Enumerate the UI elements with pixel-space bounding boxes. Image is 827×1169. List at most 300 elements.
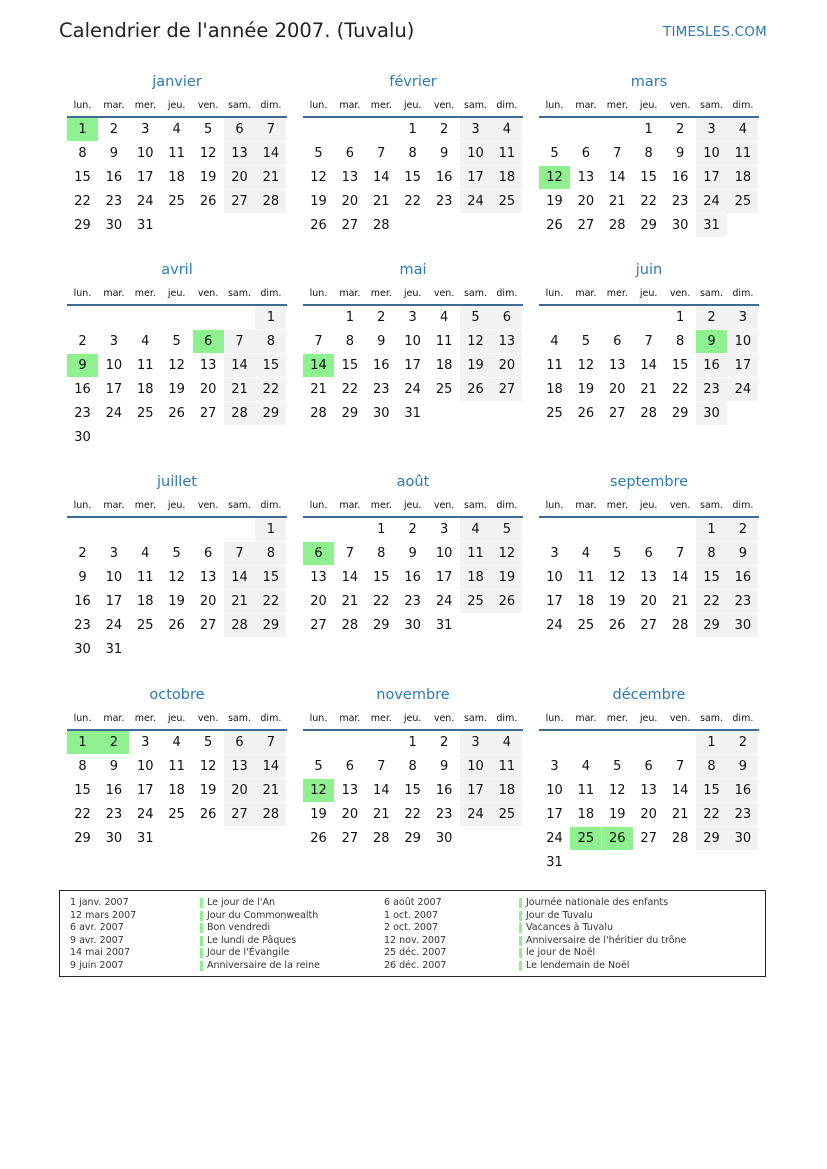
day-cell: 25: [491, 190, 522, 213]
day-cell: 24: [435, 594, 453, 609]
day-cell: 22: [255, 378, 286, 401]
day-cell: 1: [644, 122, 653, 137]
weekday-header: mer.: [134, 100, 156, 111]
day-cell: 10: [546, 570, 563, 585]
weekday-header: sam.: [227, 100, 252, 111]
day-cell: 19: [310, 807, 327, 822]
day-cell: 16: [435, 170, 453, 185]
weekday-header: dim.: [260, 500, 282, 511]
day-cell: 16: [74, 594, 91, 609]
day-cell: 22: [404, 807, 421, 822]
day-cell: 21: [609, 194, 626, 209]
day-cell: 11: [168, 146, 185, 161]
day-cell: 11: [546, 358, 563, 373]
legend-marker: [519, 961, 522, 971]
day-cell: 26: [168, 406, 185, 421]
weekday-header: ven.: [669, 713, 691, 724]
weekday-header: sam.: [699, 713, 724, 724]
day-cell: 2: [439, 122, 449, 137]
day-cell: 28: [671, 831, 689, 846]
holiday-day-cell: 26: [602, 827, 633, 850]
weekday-header: lun.: [73, 100, 92, 111]
weekday-header: sam.: [699, 100, 724, 111]
day-cell: 29: [341, 406, 359, 421]
day-cell: 23: [727, 803, 758, 826]
weekday-header: dim.: [732, 288, 754, 299]
day-cell: 25: [491, 803, 522, 826]
weekday-header: dim.: [496, 100, 518, 111]
day-cell: 10: [137, 146, 154, 161]
day-cell: 9: [439, 759, 449, 774]
day-cell: 5: [203, 122, 213, 137]
day-cell: 3: [439, 522, 449, 537]
month-rule: [67, 516, 287, 518]
day-cell: 2: [78, 334, 87, 349]
day-cell: 3: [109, 546, 119, 561]
holiday-day-cell: 25: [570, 827, 601, 850]
day-cell: 30: [727, 614, 758, 637]
weekday-header: lun.: [545, 100, 564, 111]
day-cell: 24: [546, 831, 563, 846]
day-cell: 24: [404, 382, 421, 397]
day-cell: 17: [546, 807, 563, 822]
legend-date: 26 déc. 2007: [384, 960, 447, 971]
weekday-header: mar.: [103, 100, 125, 111]
legend-date: 1 janv. 2007: [70, 897, 129, 908]
day-cell: 15: [404, 170, 421, 185]
day-cell: 5: [203, 735, 213, 750]
day-cell: 10: [460, 755, 491, 778]
day-cell: 27: [224, 190, 255, 213]
day-cell: 8: [696, 755, 727, 778]
day-cell: 3: [696, 118, 727, 141]
weekday-header: mer.: [606, 100, 628, 111]
day-cell: 29: [74, 831, 91, 846]
weekday-header: jeu.: [403, 713, 422, 724]
day-cell: 14: [224, 354, 255, 377]
day-cell: 4: [439, 310, 449, 325]
weekday-header: lun.: [545, 500, 564, 511]
day-cell: 9: [377, 334, 386, 349]
weekday-header: sam.: [227, 288, 252, 299]
holiday-day-cell: 12: [539, 166, 570, 189]
weekday-header: jeu.: [639, 713, 658, 724]
weekday-header: sam.: [699, 288, 724, 299]
holiday-day-cell: 6: [303, 542, 334, 565]
day-cell: 5: [460, 306, 491, 329]
day-cell: 11: [460, 542, 491, 565]
day-cell: 6: [581, 146, 591, 161]
day-cell: 13: [609, 358, 626, 373]
day-cell: 27: [199, 406, 217, 421]
day-cell: 24: [460, 190, 491, 213]
weekday-header: ven.: [197, 500, 219, 511]
weekday-header: mer.: [370, 500, 392, 511]
page-title: Calendrier de l'année 2007. (Tuvalu): [59, 19, 415, 42]
day-cell: 2: [408, 522, 417, 537]
day-cell: 22: [341, 382, 359, 397]
day-cell: 25: [137, 406, 154, 421]
day-cell: 25: [168, 194, 185, 209]
day-cell: 5: [314, 759, 323, 774]
holiday-day-cell: 12: [303, 779, 334, 802]
day-cell: 7: [644, 334, 653, 349]
day-cell: 3: [109, 334, 119, 349]
day-cell: 26: [310, 831, 327, 846]
holiday-legend: [59, 890, 766, 977]
day-cell: 20: [224, 166, 255, 189]
day-cell: 22: [404, 194, 421, 209]
day-cell: 24: [460, 803, 491, 826]
weekday-header: ven.: [197, 100, 219, 111]
day-cell: 28: [671, 618, 689, 633]
day-cell: 12: [609, 570, 626, 585]
site-link[interactable]: TIMESLES.COM: [663, 24, 767, 40]
day-cell: 11: [137, 570, 154, 585]
weekday-header: ven.: [669, 500, 691, 511]
day-cell: 29: [255, 614, 286, 637]
legend-date: 12 nov. 2007: [384, 934, 447, 946]
day-cell: 18: [491, 166, 522, 189]
day-cell: 15: [640, 170, 657, 185]
day-cell: 10: [460, 142, 491, 165]
day-cell: 28: [373, 831, 390, 846]
day-cell: 26: [199, 194, 217, 209]
day-cell: 12: [199, 146, 217, 161]
day-cell: 14: [609, 170, 626, 185]
day-cell: 30: [671, 218, 689, 233]
day-cell: 14: [671, 783, 689, 798]
day-cell: 15: [341, 358, 359, 373]
day-cell: 7: [255, 118, 286, 141]
day-cell: 18: [491, 779, 522, 802]
weekday-header: sam.: [227, 500, 252, 511]
day-cell: 2: [696, 306, 727, 329]
day-cell: 25: [168, 807, 185, 822]
day-cell: 27: [491, 378, 522, 401]
day-cell: 15: [404, 783, 421, 798]
day-cell: 13: [310, 570, 327, 585]
day-cell: 20: [341, 807, 359, 822]
day-cell: 13: [199, 358, 217, 373]
day-cell: 29: [696, 614, 727, 637]
day-cell: 13: [341, 783, 359, 798]
weekday-header: lun.: [309, 100, 328, 111]
day-cell: 23: [696, 378, 727, 401]
day-cell: 10: [696, 142, 727, 165]
day-cell: 6: [644, 546, 653, 561]
legend-holiday-name: Anniversaire de l'héritier du trône: [526, 934, 687, 946]
day-cell: 16: [671, 170, 689, 185]
day-cell: 15: [255, 354, 286, 377]
day-cell: 8: [255, 542, 286, 565]
day-cell: 29: [640, 218, 657, 233]
weekday-header: mer.: [134, 288, 156, 299]
month-name: février: [389, 74, 437, 90]
day-cell: 18: [577, 594, 595, 609]
day-cell: 4: [141, 334, 150, 349]
day-cell: 24: [105, 618, 123, 633]
day-cell: 17: [105, 594, 123, 609]
day-cell: 30: [727, 827, 758, 850]
day-cell: 30: [435, 831, 453, 846]
day-cell: 8: [696, 542, 727, 565]
weekday-header: mar.: [575, 100, 597, 111]
weekday-header: dim.: [732, 500, 754, 511]
day-cell: 6: [224, 118, 255, 141]
day-cell: 15: [255, 566, 286, 589]
legend-marker: [519, 948, 522, 958]
day-cell: 30: [404, 618, 421, 633]
day-cell: 6: [613, 334, 622, 349]
weekday-header: ven.: [433, 713, 455, 724]
day-cell: 29: [255, 402, 286, 425]
day-cell: 19: [546, 194, 563, 209]
day-cell: 13: [199, 570, 217, 585]
day-cell: 10: [727, 330, 758, 353]
legend-holiday-name: Journée nationale des enfants: [526, 897, 669, 908]
day-cell: 12: [491, 542, 522, 565]
month-name: décembre: [612, 687, 686, 703]
day-cell: 6: [491, 306, 522, 329]
weekday-header: mar.: [339, 100, 361, 111]
day-cell: 15: [696, 566, 727, 589]
day-cell: 22: [696, 803, 727, 826]
legend-marker: [200, 898, 203, 908]
day-cell: 17: [137, 783, 154, 798]
weekday-header: mer.: [370, 100, 392, 111]
day-cell: 28: [224, 614, 255, 637]
day-cell: 25: [137, 618, 154, 633]
weekday-header: dim.: [496, 500, 518, 511]
day-cell: 23: [74, 618, 91, 633]
holiday-day-cell: 9: [696, 330, 727, 353]
day-cell: 15: [671, 358, 689, 373]
day-cell: 23: [671, 194, 689, 209]
month-name: janvier: [152, 74, 202, 90]
legend-date: 14 mai 2007: [70, 947, 131, 959]
day-cell: 28: [373, 218, 390, 233]
day-cell: 31: [696, 214, 727, 237]
legend-date: 1 oct. 2007: [384, 909, 439, 921]
day-cell: 2: [78, 546, 87, 561]
day-cell: 22: [373, 594, 390, 609]
day-cell: 22: [74, 807, 91, 822]
day-cell: 27: [609, 406, 626, 421]
day-cell: 29: [74, 218, 91, 233]
day-cell: 19: [310, 194, 327, 209]
day-cell: 21: [255, 779, 286, 802]
day-cell: 10: [105, 570, 123, 585]
day-cell: 7: [345, 546, 355, 561]
day-cell: 6: [644, 759, 653, 774]
day-cell: 26: [168, 618, 185, 633]
day-cell: 9: [109, 146, 119, 161]
day-cell: 21: [224, 590, 255, 613]
day-cell: 28: [255, 190, 286, 213]
weekday-header: lun.: [309, 500, 328, 511]
day-cell: 3: [460, 118, 491, 141]
day-cell: 20: [224, 779, 255, 802]
day-cell: 17: [404, 358, 421, 373]
day-cell: 17: [435, 570, 453, 585]
day-cell: 22: [640, 194, 657, 209]
holiday-day-cell: 2: [98, 731, 129, 754]
weekday-header: sam.: [227, 713, 252, 724]
day-cell: 21: [255, 166, 286, 189]
weekday-header: ven.: [433, 288, 455, 299]
day-cell: 20: [640, 807, 657, 822]
day-cell: 16: [404, 570, 421, 585]
day-cell: 14: [373, 783, 390, 798]
day-cell: 23: [105, 807, 123, 822]
day-cell: 2: [727, 731, 758, 754]
weekday-header: mer.: [370, 713, 392, 724]
weekday-header: lun.: [73, 288, 92, 299]
weekday-header: mer.: [134, 500, 156, 511]
day-cell: 11: [577, 783, 595, 798]
legend-date: 6 avr. 2007: [70, 922, 124, 934]
day-cell: 19: [609, 594, 626, 609]
weekday-header: mar.: [103, 713, 125, 724]
day-cell: 1: [675, 310, 685, 325]
day-cell: 26: [546, 218, 563, 233]
holiday-day-cell: 1: [67, 118, 98, 141]
day-cell: 18: [577, 807, 595, 822]
day-cell: 14: [671, 570, 689, 585]
day-cell: 14: [640, 358, 657, 373]
day-cell: 16: [105, 783, 123, 798]
day-cell: 19: [460, 354, 491, 377]
legend-marker: [519, 923, 522, 933]
day-cell: 5: [550, 146, 559, 161]
day-cell: 30: [105, 831, 123, 846]
legend-date: 2 oct. 2007: [384, 922, 439, 934]
day-cell: 26: [491, 590, 522, 613]
day-cell: 9: [408, 546, 417, 561]
day-cell: 10: [546, 783, 563, 798]
day-cell: 30: [696, 402, 727, 425]
weekday-header: mer.: [134, 713, 156, 724]
weekday-header: lun.: [309, 713, 328, 724]
day-cell: 18: [137, 382, 154, 397]
day-cell: 16: [727, 779, 758, 802]
day-cell: 17: [137, 170, 154, 185]
legend-date: 9 juin 2007: [70, 960, 124, 971]
weekday-header: ven.: [669, 288, 691, 299]
weekday-header: lun.: [73, 713, 92, 724]
day-cell: 16: [727, 566, 758, 589]
day-cell: 12: [460, 330, 491, 353]
month-rule: [67, 304, 287, 306]
day-cell: 10: [404, 334, 421, 349]
weekday-header: dim.: [260, 288, 282, 299]
day-cell: 19: [168, 382, 185, 397]
day-cell: 18: [137, 594, 154, 609]
holiday-day-cell: 6: [193, 330, 224, 353]
day-cell: 27: [640, 831, 657, 846]
day-cell: 8: [408, 759, 417, 774]
day-cell: 19: [199, 783, 217, 798]
day-cell: 31: [435, 618, 453, 633]
day-cell: 22: [671, 382, 689, 397]
day-cell: 5: [172, 334, 181, 349]
day-cell: 24: [727, 378, 758, 401]
day-cell: 14: [341, 570, 359, 585]
day-cell: 21: [373, 194, 390, 209]
day-cell: 21: [671, 594, 689, 609]
holiday-day-cell: 1: [67, 731, 98, 754]
weekday-header: lun.: [545, 713, 564, 724]
weekday-header: mar.: [575, 500, 597, 511]
day-cell: 2: [675, 122, 685, 137]
weekday-header: mar.: [339, 500, 361, 511]
day-cell: 23: [727, 590, 758, 613]
day-cell: 5: [491, 518, 522, 541]
day-cell: 23: [435, 194, 453, 209]
day-cell: 22: [74, 194, 91, 209]
day-cell: 1: [408, 122, 417, 137]
day-cell: 4: [491, 118, 522, 141]
weekday-header: jeu.: [403, 500, 422, 511]
weekday-header: mer.: [606, 288, 628, 299]
day-cell: 1: [255, 518, 286, 541]
day-cell: 8: [377, 546, 386, 561]
day-cell: 14: [373, 170, 390, 185]
day-cell: 26: [460, 378, 491, 401]
weekday-header: jeu.: [639, 100, 658, 111]
day-cell: 12: [168, 570, 185, 585]
day-cell: 3: [727, 306, 758, 329]
day-cell: 5: [172, 546, 181, 561]
day-cell: 8: [255, 330, 286, 353]
day-cell: 7: [314, 334, 323, 349]
day-cell: 20: [341, 194, 359, 209]
day-cell: 17: [696, 166, 727, 189]
legend-date: 25 déc. 2007: [384, 947, 447, 959]
day-cell: 22: [255, 590, 286, 613]
weekday-header: ven.: [433, 100, 455, 111]
day-cell: 2: [109, 122, 119, 137]
day-cell: 4: [550, 334, 559, 349]
day-cell: 11: [577, 570, 595, 585]
day-cell: 2: [439, 735, 449, 750]
day-cell: 3: [460, 731, 491, 754]
day-cell: 30: [373, 406, 390, 421]
day-cell: 24: [546, 618, 563, 633]
weekday-header: jeu.: [167, 288, 186, 299]
day-cell: 7: [377, 146, 386, 161]
day-cell: 4: [172, 735, 181, 750]
day-cell: 18: [168, 170, 185, 185]
day-cell: 29: [404, 831, 421, 846]
day-cell: 30: [74, 430, 91, 445]
day-cell: 16: [435, 783, 453, 798]
day-cell: 30: [105, 218, 123, 233]
day-cell: 13: [640, 570, 657, 585]
month-name: mars: [630, 74, 668, 90]
day-cell: 21: [310, 382, 327, 397]
day-cell: 21: [640, 382, 657, 397]
day-cell: 31: [137, 218, 154, 233]
day-cell: 18: [727, 166, 758, 189]
legend-holiday-name: Le lundi de Pâques: [207, 934, 297, 946]
day-cell: 7: [255, 731, 286, 754]
day-cell: 18: [460, 566, 491, 589]
day-cell: 16: [74, 382, 91, 397]
day-cell: 19: [491, 566, 522, 589]
day-cell: 15: [74, 783, 91, 798]
